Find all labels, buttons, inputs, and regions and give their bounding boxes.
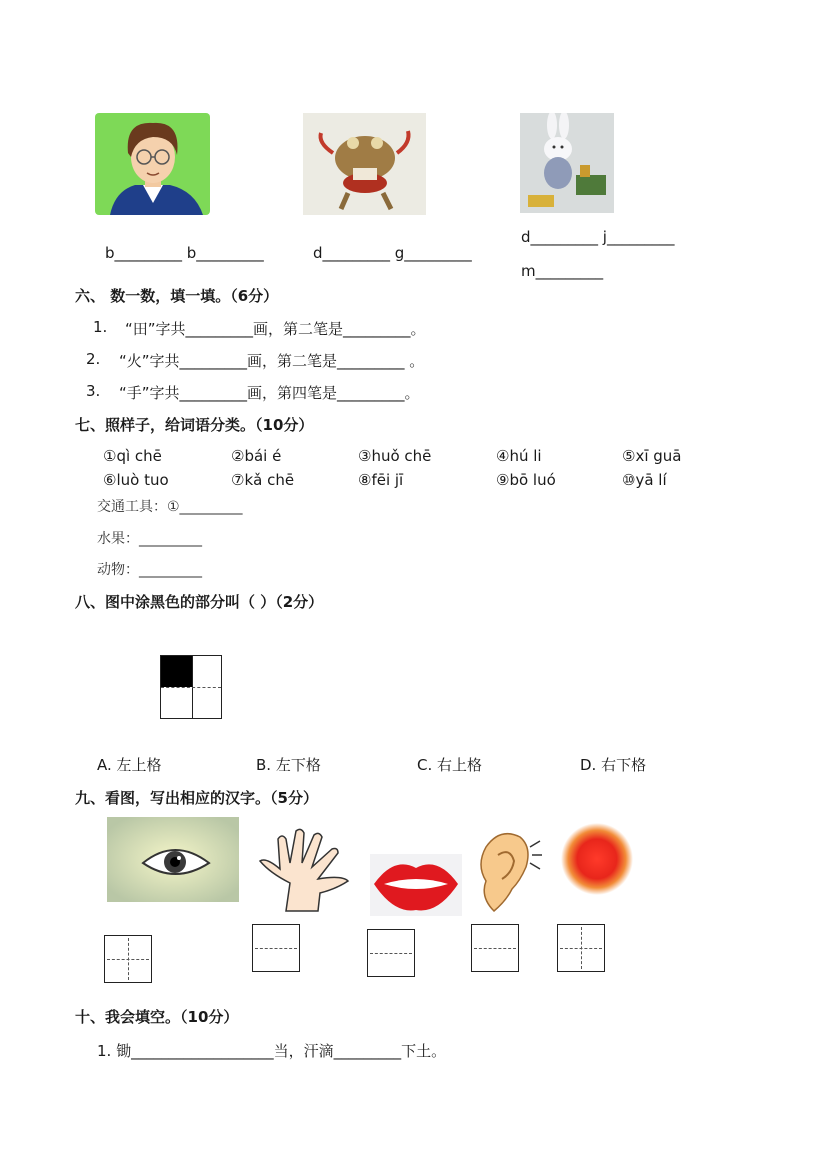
pinyin-blanks-3b: m_________ xyxy=(521,262,604,280)
hand-picture xyxy=(256,827,354,913)
pinyin-blanks-3a: d_________ j_________ xyxy=(521,228,675,246)
section9-title: 九、看图，写出相应的汉字。（5分） xyxy=(75,789,318,807)
mouth-picture xyxy=(370,854,462,916)
four-cell-grid xyxy=(160,655,222,719)
eye-picture xyxy=(107,817,239,902)
section6-item-3-num: 3. xyxy=(86,382,101,400)
word-6: ⑥luò tuo xyxy=(103,471,169,489)
grid-horizontal-divider xyxy=(161,687,221,688)
section6-item-1-num: 1. xyxy=(93,318,108,336)
option-a: A. 左上格 xyxy=(97,756,162,774)
section6-title: 六、 数一数，填一填。（6分） xyxy=(75,287,279,305)
writing-box-ear[interactable] xyxy=(471,924,519,972)
sun-picture xyxy=(560,822,634,896)
writing-box-eye[interactable] xyxy=(104,935,152,983)
word-8: ⑧fēi jī xyxy=(358,471,404,489)
word-1: ①qì chē xyxy=(103,447,162,465)
writing-box-sun[interactable] xyxy=(557,924,605,972)
word-4: ④hú li xyxy=(496,447,542,465)
writing-box-hand[interactable] xyxy=(252,924,300,972)
section10-title: 十、我会填空。（10分） xyxy=(75,1008,239,1026)
frog-drummer-picture xyxy=(303,113,426,215)
section6-item-1-text: “田”字共_________画，第二笔是_________。 xyxy=(125,320,426,338)
man-picture xyxy=(95,113,210,215)
section10-item-1: 1. 锄___________________当，汗滴_________下土。 xyxy=(97,1042,447,1060)
option-d: D. 右下格 xyxy=(580,756,647,774)
option-b: B. 左下格 xyxy=(256,756,321,774)
category-animal: 动物：_________ xyxy=(97,562,202,578)
word-5: ⑤xī guā xyxy=(622,447,682,465)
pinyin-blanks-2: d_________ g_________ xyxy=(313,244,472,262)
section6-item-2-text: “火”字共_________画，第二笔是_________ 。 xyxy=(119,352,425,370)
word-7: ⑦kǎ chē xyxy=(231,471,295,489)
section6-item-2-num: 2. xyxy=(86,350,101,368)
section7-title: 七、照样子，给词语分类。（10分） xyxy=(75,416,314,434)
word-3: ③huǒ chē xyxy=(358,447,432,465)
pinyin-blanks-1: b_________ b_________ xyxy=(105,244,264,262)
grid-top-left-filled xyxy=(161,656,192,687)
word-9: ⑨bō luó xyxy=(496,471,556,489)
category-fruit: 水果：_________ xyxy=(97,531,202,547)
writing-box-mouth[interactable] xyxy=(367,929,415,977)
rabbit-picture xyxy=(520,113,614,213)
word-2: ②bái é xyxy=(231,447,282,465)
option-c: C. 右上格 xyxy=(417,756,483,774)
section8-title: 八、图中涂黑色的部分叫（ ）（2分） xyxy=(75,593,324,611)
category-transport: 交通工具：①_________ xyxy=(97,499,243,515)
section6-item-3-text: “手”字共_________画，第四笔是_________。 xyxy=(119,384,420,402)
word-10: ⑩yā lí xyxy=(622,471,667,489)
ear-picture xyxy=(472,827,544,915)
